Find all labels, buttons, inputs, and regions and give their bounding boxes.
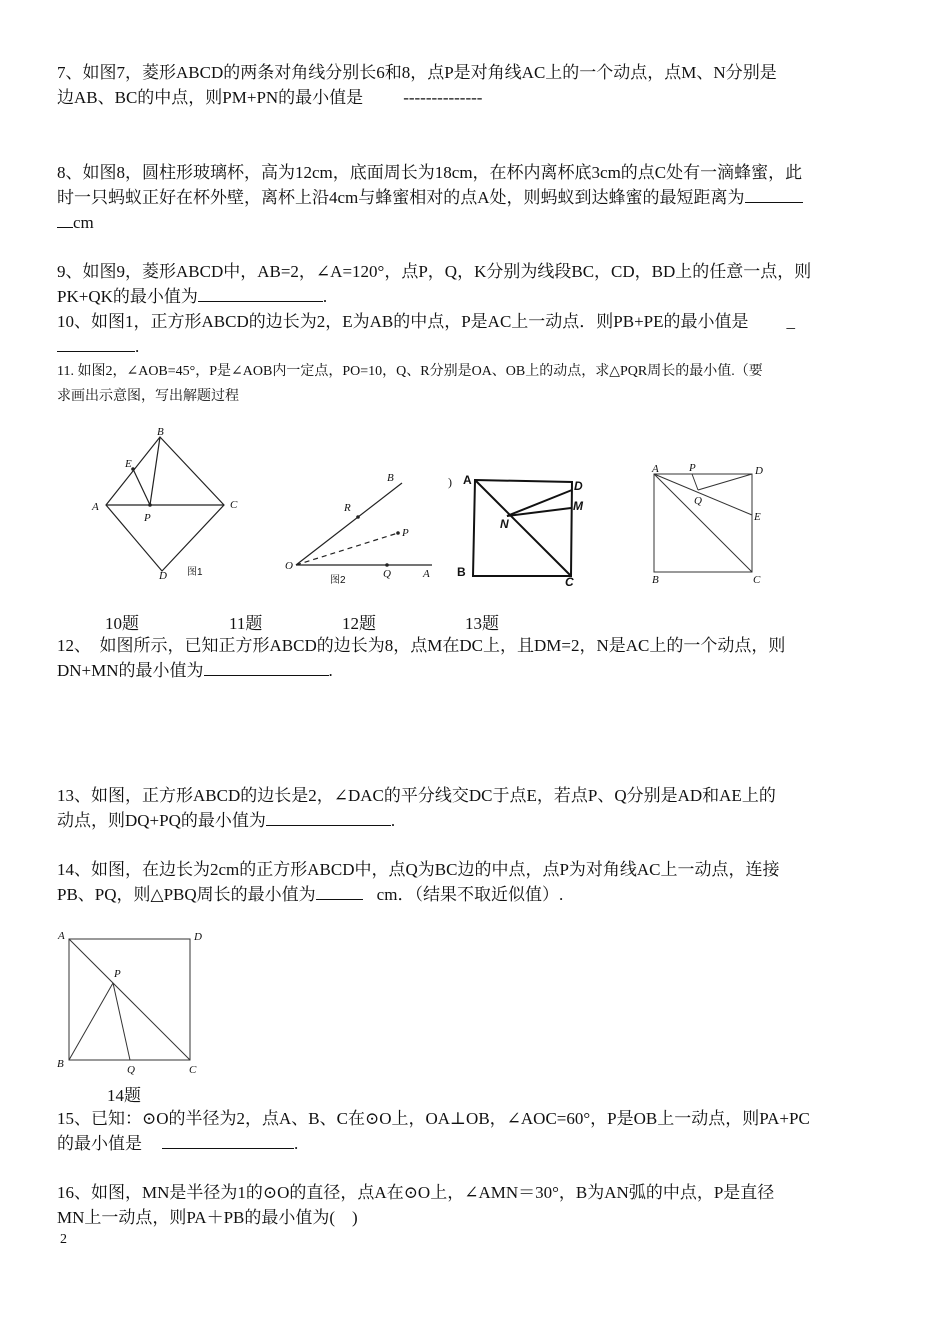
question-12: 12、 如图所示，已知正方形ABCD的边长为8，点M在DC上，且DM=2，N是AC上的一个动点，则 DN+MN的最小值为 . — [57, 636, 786, 680]
q11-line2: 求画出示意图，写出解题过程 — [57, 389, 239, 404]
page-number: 2 — [60, 1232, 67, 1247]
fig14-label-A: A — [58, 930, 65, 942]
q8-answer-blank-b — [57, 211, 73, 228]
question-11 — [57, 359, 893, 409]
question-16 — [57, 1180, 893, 1230]
fig13-label-Q: Q — [694, 495, 702, 507]
fig11-label-R: R — [344, 502, 351, 514]
q14-line2b: cm．（结果不取近似值）. — [376, 885, 564, 904]
q13-line2: 动点，则DQ+PQ的最小值为 — [57, 811, 266, 830]
figure-10-rhombus — [80, 425, 260, 585]
fig10-label-B: B — [157, 426, 164, 438]
fig12-label-N: N — [500, 517, 509, 531]
question-8 — [57, 160, 893, 235]
fig12-label-D: D — [574, 479, 583, 493]
fig11-label-B: B — [387, 472, 394, 484]
fig13-label-B: B — [652, 574, 659, 586]
q14-answer-blank — [316, 883, 363, 900]
fig10-label-A: A — [92, 501, 99, 513]
fig12-label-M: M — [573, 499, 583, 513]
q15-line1: 15、已知：⊙O的半径为2，点A、B、C在⊙O上，OA⊥OB，∠AOC=60°，P是OB上一动点，则PA+PC — [57, 1109, 810, 1128]
fig13-label-A: A — [652, 463, 659, 475]
q13-line1: 13、如图，正方形ABCD的边长是2，∠DAC的平分线交DC于点E，若点P、Q分别是AD和AE上的 — [57, 786, 776, 805]
fig11-caption: 图2 — [330, 575, 346, 586]
q15-answer-blank — [162, 1132, 294, 1149]
caption-12: 12题 — [342, 614, 376, 633]
q10-line1: 10、如图1，正方形ABCD的边长为2，E为AB的中点，P是AC上一动点．则PB+PE的最小值是 — [57, 312, 749, 331]
question-15: 15、已知：⊙O的半径为2，点A、B、C在⊙O上，OA⊥OB，∠AOC=60°，P是OB上一动点，则PA+PC 的最小值是 . — [57, 1109, 810, 1153]
question-7 — [57, 60, 893, 110]
q10-answer-blank — [57, 335, 135, 352]
q8-unit: cm — [73, 213, 94, 232]
q11-line1: 11. 如图2，∠AOB=45°，P是∠AOB内一定点，PO=10，Q、R分别是OA、OB上的动点，求△PQR周长的最小值.（要 — [57, 364, 763, 379]
figure-11-angle — [280, 465, 445, 590]
q14-line1: 14、如图，在边长为2cm的正方形ABCD中，点Q为BC边的中点，点P为对角线AC上一动点，连接 — [57, 860, 780, 879]
q8-line1: 8、如图8，圆柱形玻璃杯，高为12cm，底面周长为18cm，在杯内离杯底3cm的点C处有一滴蜂蜜，此 — [57, 163, 803, 182]
fig12-mark: ) — [448, 475, 452, 489]
fig11-label-P: P — [402, 527, 409, 539]
fig13-label-E: E — [754, 511, 761, 523]
q8-answer-blank-a — [745, 186, 803, 203]
fig14-label-Q: Q — [127, 1064, 135, 1076]
fig10-label-P: P — [144, 512, 151, 524]
figure-13-square-bisector — [640, 460, 780, 590]
fig10-label-E: E — [125, 458, 132, 470]
fig14-label-B: B — [57, 1058, 64, 1070]
caption-14: 14题 — [107, 1086, 141, 1105]
fig12-label-C: C — [565, 575, 574, 588]
fig10-label-D: D — [159, 570, 167, 582]
fig13-label-C: C — [753, 574, 761, 586]
question-14 — [57, 857, 893, 907]
fig10-caption: 图1 — [187, 567, 203, 578]
q14-line2a: PB、PQ，则△PBQ周长的最小值为 — [57, 885, 316, 904]
fig14-label-D: D — [194, 931, 202, 943]
figure-14-square — [52, 925, 212, 1080]
q9-answer-blank — [198, 285, 323, 302]
q15-line2: 的最小值是 — [57, 1134, 142, 1153]
caption-10: 10题 — [105, 614, 139, 633]
fig12-label-B: B — [457, 565, 466, 579]
fig11-label-O: O — [285, 560, 293, 572]
q7-line2: 边AB、BC的中点，则PM+PN的最小值是 — [57, 88, 364, 107]
question-10: 10、如图1，正方形ABCD的边长为2，E为AB的中点，P是AC上一动点．则PB+PE的最小值是 _ . — [57, 312, 796, 356]
q12-answer-blank — [204, 659, 329, 676]
fig12-label-A: A — [463, 473, 472, 487]
caption-13: 13题 — [465, 614, 499, 633]
q12-line2: DN+MN的最小值为 — [57, 661, 204, 680]
fig11-label-Q: Q — [383, 568, 391, 580]
q16-line1: 16、如图，MN是半径为1的⊙O的直径，点A在⊙O上，∠AMN＝30°，B为AN弧的中点，P是直径 — [57, 1183, 775, 1202]
q12-line1: 12、 如图所示，已知正方形ABCD的边长为8，点M在DC上，且DM=2，N是AC上的一个动点，则 — [57, 636, 786, 655]
question-9: 9、如图9，菱形ABCD中，AB=2，∠A=120°，点P，Q，K分别为线段BC，CD，BD上的任意一点，则 PK+QK的最小值为 . — [57, 262, 812, 306]
q10-tail: _ — [786, 312, 796, 331]
fig14-label-P: P — [114, 968, 121, 980]
q16-line2: MN上一动点，则PA＋PB的最小值为( ) — [57, 1208, 358, 1227]
q9-line2: PK+QK的最小值为 — [57, 287, 198, 306]
q7-line1: 7、如图7，菱形ABCD的两条对角线分别长6和8，点P是对角线AC上的一个动点，点M、N分别是 — [57, 63, 777, 82]
fig10-label-C: C — [230, 499, 238, 511]
fig13-label-D: D — [755, 465, 763, 477]
fig13-label-P: P — [689, 462, 696, 474]
q7-answer-dashes: -------------- — [403, 88, 483, 107]
fig14-label-C: C — [189, 1064, 197, 1076]
fig11-label-A: A — [423, 568, 430, 580]
q8-line2: 时一只蚂蚁正好在杯外壁，离杯上沿4cm与蜂蜜相对的点A处，则蚂蚁到达蜂蜜的最短距离为 — [57, 188, 745, 207]
caption-11: 11题 — [229, 614, 263, 633]
question-13: 13、如图，正方形ABCD的边长是2，∠DAC的平分线交DC于点E，若点P、Q分别是AD和AE上的 动点，则DQ+PQ的最小值为 . — [57, 786, 776, 830]
figure-12-square — [445, 468, 595, 588]
q9-line1: 9、如图9，菱形ABCD中，AB=2，∠A=120°，点P，Q，K分别为线段BC，CD，BD上的任意一点，则 — [57, 262, 812, 281]
q13-answer-blank — [266, 809, 391, 826]
